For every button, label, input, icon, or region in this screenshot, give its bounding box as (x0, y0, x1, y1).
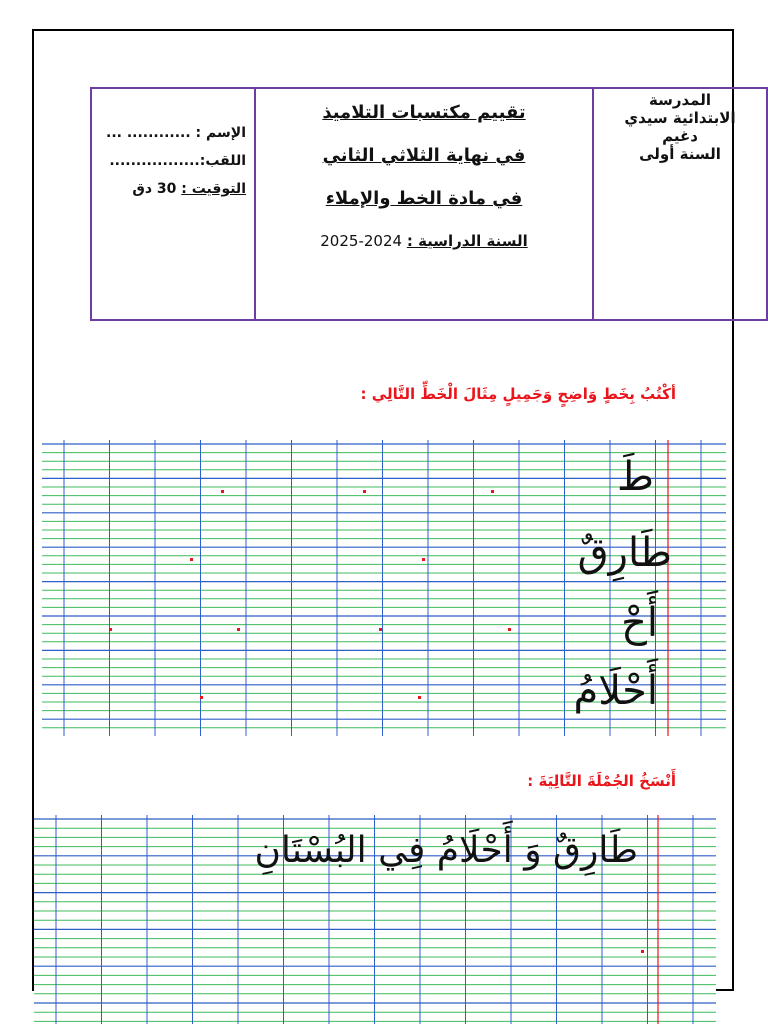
exercise1-instruction: أكْتُبُ بِخَطٍ وَاضِحٍ وَجَمِيلٍ مِثَالَ الْخَطِّ التَّالِي : (360, 385, 676, 403)
start-dot (641, 950, 644, 953)
school-year (256, 232, 592, 250)
school-line-2: الابتدائية سيدي (624, 109, 736, 127)
surname-line[interactable] (96, 147, 246, 175)
title-cell (256, 89, 594, 319)
title-line-2: في نهاية الثلاثي الثاني (322, 145, 526, 166)
start-dot (109, 628, 112, 631)
name-dots: ............ ... (106, 125, 191, 141)
start-dot (363, 490, 366, 493)
start-dot (190, 558, 193, 561)
timing-line (96, 175, 246, 203)
exercise2-instruction: أَنْسَخُ الجُمْلَةَ التَّالِيَةَ : (527, 772, 676, 790)
model-syllable-2: أَحْ (621, 600, 658, 646)
start-dot (418, 696, 421, 699)
header-table (90, 87, 768, 321)
start-dot (491, 490, 494, 493)
start-dot (379, 628, 382, 631)
timing-value: 30 دق (132, 181, 177, 197)
year-value: 2024-2025 (320, 232, 403, 250)
timing-label: التوقيت : (181, 181, 246, 197)
school-line-1: المدرسة (649, 91, 711, 109)
title-line-3: في مادة الخط والإملاء (325, 188, 523, 209)
start-dot (221, 490, 224, 493)
name-label: الإسم : (195, 125, 246, 141)
school-line-3: دغيم (662, 127, 698, 145)
surname-label: اللقب: (199, 153, 246, 169)
year-label: السنة الدراسية : (406, 232, 528, 250)
model-syllable-1: طَ (617, 454, 654, 500)
model-word-1: طَارِقٌ (577, 530, 672, 576)
school-cell (594, 89, 766, 319)
start-dot (237, 628, 240, 631)
model-word-2: أَحْلَامُ (573, 668, 658, 714)
start-dot (200, 696, 203, 699)
title-line-1: تقييم مكتسبات التلاميذ (322, 102, 526, 123)
name-line[interactable] (96, 119, 246, 147)
model-sentence: طَارِقٌ وَ أَحْلَامُ فِي البُسْتَانِ (254, 830, 638, 871)
start-dot (508, 628, 511, 631)
start-dot (422, 558, 425, 561)
student-info-cell (92, 89, 256, 319)
surname-dots: ................. (109, 153, 200, 169)
grade-line: السنة أولى (639, 145, 721, 163)
